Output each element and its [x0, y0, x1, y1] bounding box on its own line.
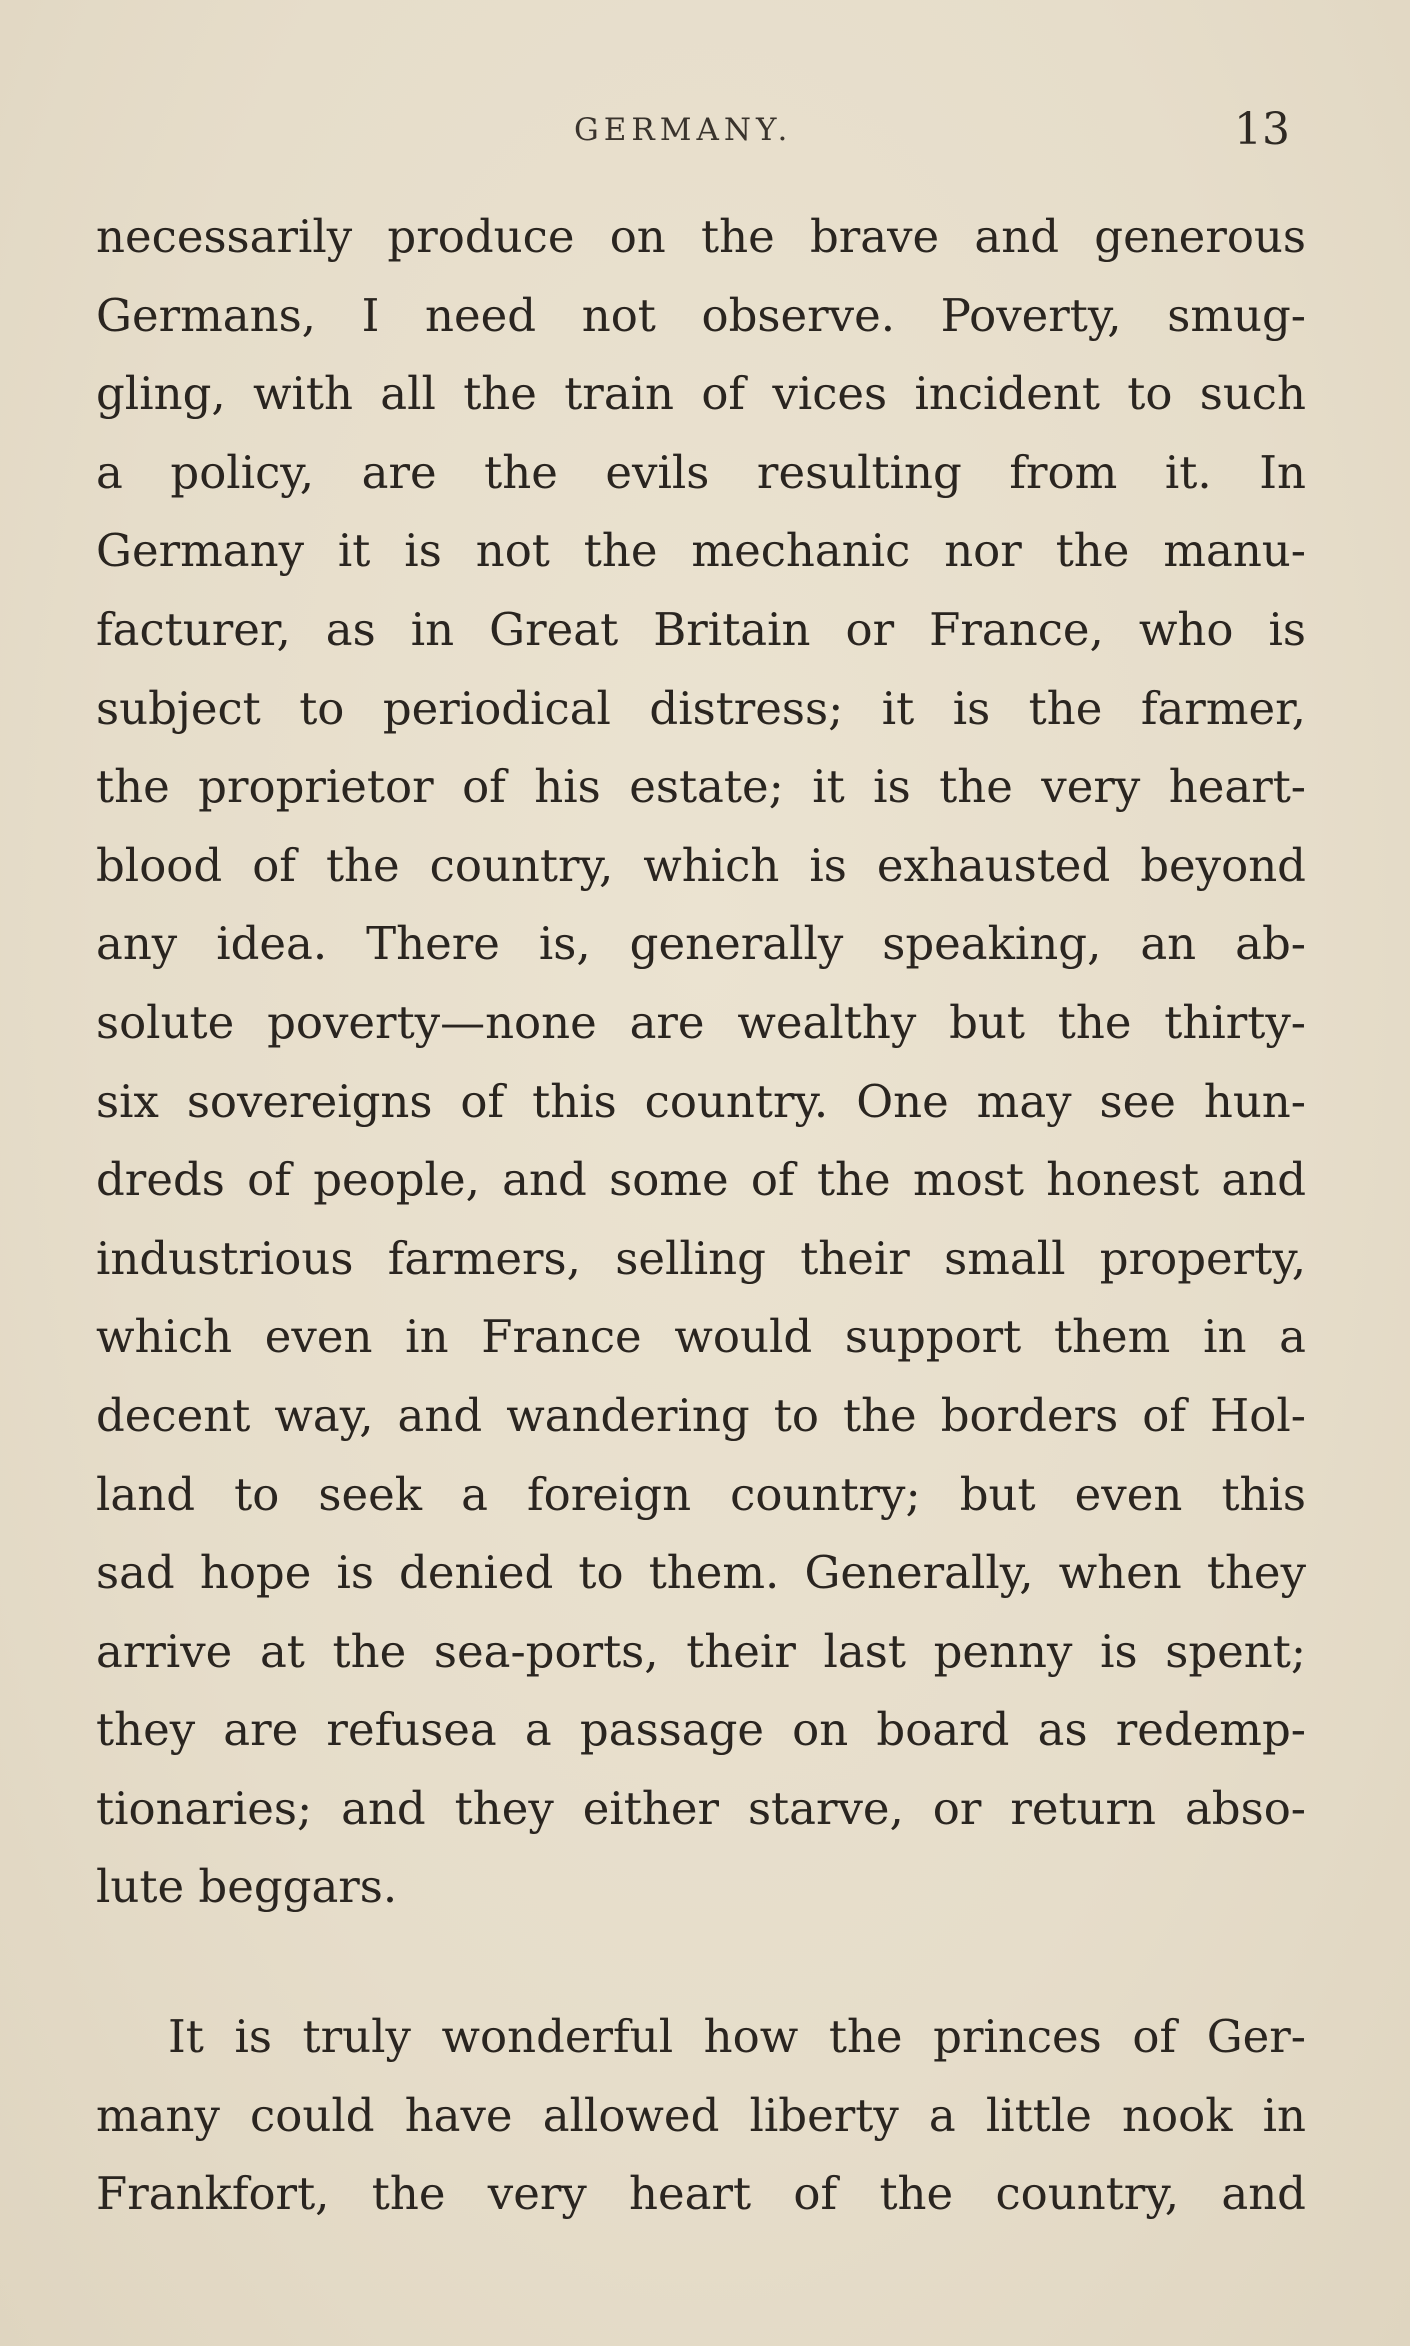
- text-line: dreds of people, and some of the most honest and: [96, 1153, 1306, 1207]
- text-line: any idea. There is, generally speaking, an ab-: [96, 917, 1306, 971]
- text-line: Germans, I need not observe. Poverty, smug-: [96, 288, 1306, 342]
- text-line: solute poverty—none are wealthy but the thirty-: [96, 995, 1306, 1049]
- text-line: six sovereigns of this country. One may see hun-: [96, 1074, 1306, 1128]
- paragraph-2: [96, 1998, 1306, 2234]
- running-title: GERMANY.: [574, 112, 793, 148]
- text-line: blood of the country, which is exhausted beyond: [96, 838, 1306, 892]
- text-line: lute beggars.: [96, 1860, 398, 1914]
- text-line: necessarily produce on the brave and generous: [96, 210, 1306, 263]
- text-line: It is truly wonderful how the princes of Ger-: [168, 2010, 1306, 2063]
- paragraph-1: [96, 198, 1306, 1927]
- text-line: facturer, as in Great Britain or France, who is: [96, 602, 1306, 656]
- text-line: industrious farmers, selling their small property,: [96, 1231, 1306, 1285]
- text-line: arrive at the sea-ports, their last penny is spent;: [96, 1624, 1306, 1678]
- text-line: Frankfort, the very heart of the country, and: [96, 2167, 1306, 2221]
- running-head: [0, 104, 1410, 164]
- text-line: decent way, and wandering to the borders of Hol-: [96, 1388, 1306, 1442]
- text-line: Germany it is not the mechanic nor the manu-: [96, 524, 1306, 578]
- text-line: gling, with all the train of vices incident to such: [96, 367, 1306, 421]
- page-number: 13: [1234, 104, 1290, 155]
- text-line: sad hope is denied to them. Generally, when they: [96, 1546, 1306, 1600]
- text-line: a policy, are the evils resulting from it. In: [96, 445, 1306, 499]
- text-line: land to seek a foreign country; but even this: [96, 1467, 1306, 1521]
- text-line: tionaries; and they either starve, or return abso-: [96, 1781, 1306, 1835]
- text-line: they are refusea a passage on board as redemp-: [96, 1703, 1306, 1757]
- text-line: the proprietor of his estate; it is the very heart-: [96, 760, 1306, 814]
- text-line: many could have allowed liberty a little nook in: [96, 2088, 1306, 2142]
- text-line: which even in France would support them in a: [96, 1310, 1306, 1364]
- text-line: subject to periodical distress; it is the farmer,: [96, 681, 1306, 735]
